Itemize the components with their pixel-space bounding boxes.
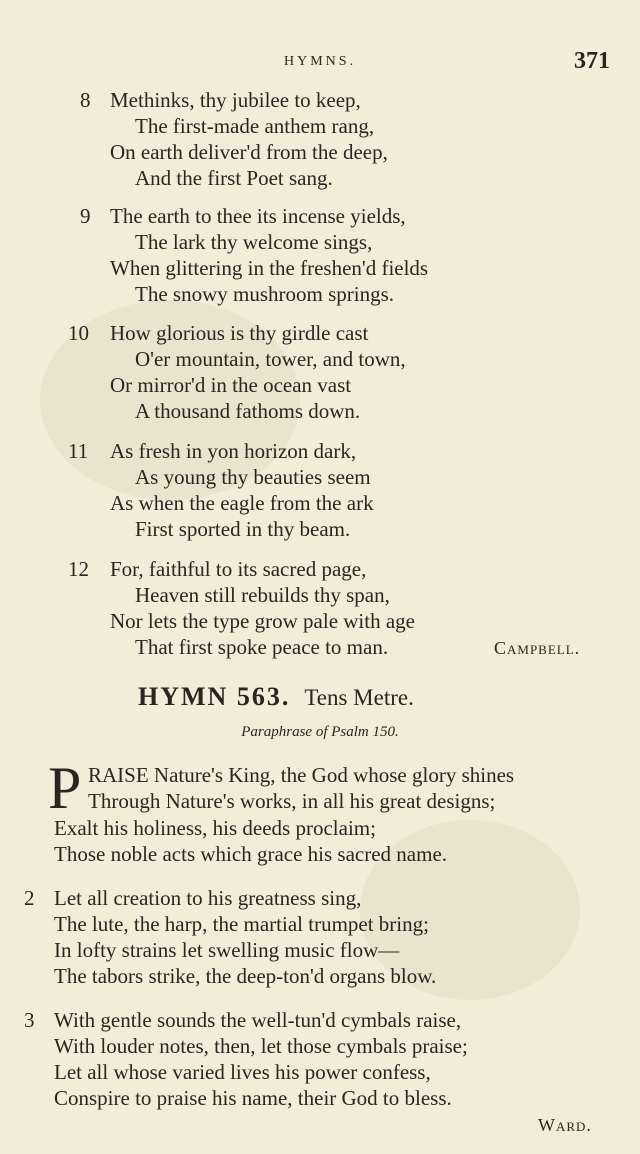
verse-line: Methinks, thy jubilee to keep, bbox=[110, 88, 361, 112]
verse-line: The first-made anthem rang, bbox=[135, 114, 375, 138]
running-head: HYMNS. bbox=[284, 54, 357, 69]
drop-cap: P bbox=[48, 755, 82, 821]
stanza-number: 11 bbox=[68, 439, 89, 463]
author-attribution: Ward. bbox=[538, 1115, 592, 1135]
verse-line: In lofty strains let swelling music flow— bbox=[54, 938, 400, 962]
stanza-number: 12 bbox=[68, 557, 89, 581]
verse-line: O'er mountain, tower, and town, bbox=[135, 347, 406, 371]
verse-line: The lute, the harp, the martial trumpet bring; bbox=[54, 912, 429, 936]
verse-line: On earth deliver'd from the deep, bbox=[110, 140, 388, 164]
verse-line: The tabors strike, the deep-ton'd organs blow. bbox=[54, 964, 437, 988]
verse-line: The earth to thee its incense yields, bbox=[110, 204, 406, 228]
verse-line: That first spoke peace to man. bbox=[135, 635, 389, 659]
verse-line: Exalt his holiness, his deeds proclaim; bbox=[54, 816, 376, 840]
hymn-number: HYMN 563. bbox=[138, 682, 291, 711]
verse-line: Through Nature's works, in all his great designs; bbox=[88, 789, 496, 813]
verse-line: A thousand fathoms down. bbox=[135, 399, 361, 423]
verse-line: And the first Poet sang. bbox=[135, 166, 333, 190]
verse-line: With gentle sounds the well-tun'd cymbals raise, bbox=[54, 1008, 462, 1032]
verse-line: RAISE Nature's King, the God whose glory shines bbox=[88, 763, 515, 787]
verse-line: The lark thy welcome sings, bbox=[135, 230, 373, 254]
verse-line: Heaven still rebuilds thy span, bbox=[135, 583, 390, 607]
verse-line: First sported in thy beam. bbox=[135, 517, 351, 541]
verse-line: Conspire to praise his name, their God to bless. bbox=[54, 1086, 452, 1110]
hymn-title bbox=[138, 682, 414, 712]
verse-line: For, faithful to its sacred page, bbox=[110, 557, 367, 581]
page-number: 371 bbox=[574, 48, 610, 74]
verse-line: Those noble acts which grace his sacred name. bbox=[54, 842, 448, 866]
stanza-number: 3 bbox=[24, 1008, 35, 1032]
verse-line: As when the eagle from the ark bbox=[110, 491, 374, 515]
author-attribution: Campbell. bbox=[494, 638, 581, 658]
verse-line: When glittering in the freshen'd fields bbox=[110, 256, 429, 280]
verse-line: Nor lets the type grow pale with age bbox=[110, 609, 415, 633]
verse-line: How glorious is thy girdle cast bbox=[110, 321, 369, 345]
verse-line: The snowy mushroom springs. bbox=[135, 282, 394, 306]
verse-line: Let all whose varied lives his power confess, bbox=[54, 1060, 431, 1084]
hymn-subtitle: Paraphrase of Psalm 150. bbox=[241, 724, 399, 740]
stanza-number: 9 bbox=[80, 204, 91, 228]
verse-line: Or mirror'd in the ocean vast bbox=[110, 373, 352, 397]
verse-line: As fresh in yon horizon dark, bbox=[110, 439, 357, 463]
verse-line: As young thy beauties seem bbox=[135, 465, 371, 489]
hymn-metre: Tens Metre. bbox=[304, 685, 414, 710]
verse-line: With louder notes, then, let those cymbals praise; bbox=[54, 1034, 468, 1058]
page-header bbox=[0, 48, 640, 78]
verse-line: Let all creation to his greatness sing, bbox=[54, 886, 362, 910]
stanza-number: 2 bbox=[24, 886, 35, 910]
stanza-number: 8 bbox=[80, 88, 91, 112]
stanza-number: 10 bbox=[68, 321, 89, 345]
